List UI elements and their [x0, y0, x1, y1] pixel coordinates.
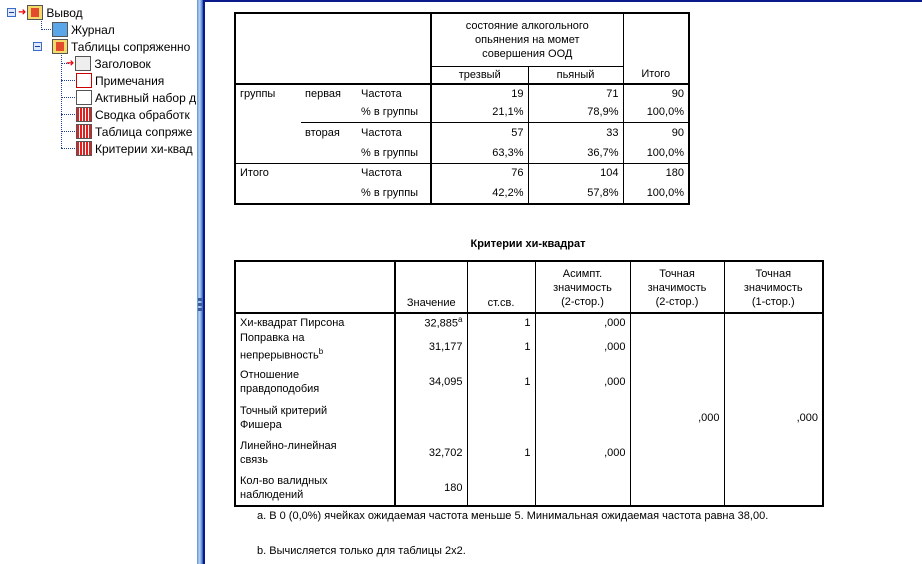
- header-line: опьянения на момет: [475, 33, 580, 46]
- stat-label: % в группы: [361, 187, 419, 199]
- cell: 21,1%: [431, 103, 528, 122]
- header-line: состояние алкогольного: [465, 19, 589, 32]
- row-label: [235, 331, 395, 363]
- cell: ,000: [724, 400, 823, 435]
- cell: [467, 471, 535, 506]
- cell: 104: [528, 163, 623, 183]
- cell: 180: [395, 471, 467, 506]
- tree-label: Таблицы сопряженно: [71, 39, 191, 54]
- cell: 1: [467, 313, 535, 331]
- total-label: Итого: [235, 163, 301, 183]
- row-label: [235, 400, 395, 435]
- cell: [724, 313, 823, 331]
- label-line: непрерывность: [240, 349, 319, 362]
- footnote-b: b. Вычисляется только для таблицы 2x2.: [257, 545, 466, 557]
- label-line: правдоподобия: [240, 382, 320, 395]
- header-line: Точная: [659, 268, 695, 280]
- table-row: [235, 313, 823, 331]
- tree-label: Журнал: [71, 22, 115, 37]
- chi-square-title: Критерии хи-квадрат: [470, 238, 586, 250]
- chi-square-table: [234, 260, 824, 507]
- col-header: Значение: [395, 261, 467, 313]
- table-row: [235, 400, 823, 435]
- value: 32,885: [424, 317, 459, 330]
- log-icon: [52, 22, 68, 37]
- cell: 90: [623, 122, 689, 143]
- cell: [535, 400, 630, 435]
- tree-label: Критерии хи-квад: [95, 141, 193, 156]
- header-line: (2-стор.): [655, 296, 699, 308]
- cell: 76: [431, 163, 528, 183]
- group-label: первая: [301, 84, 357, 103]
- total-header: Итого: [623, 13, 689, 84]
- cell: 180: [623, 163, 689, 183]
- header-line: Асимпт.: [562, 268, 603, 280]
- splitter-grip-icon[interactable]: [198, 298, 202, 312]
- tree-label: Заголовок: [94, 56, 151, 71]
- row-var-label: группы: [235, 84, 301, 163]
- text-doc-icon: [76, 90, 92, 105]
- cell: 42,2%: [431, 183, 528, 204]
- cell: [724, 471, 823, 506]
- row-label: [235, 435, 395, 471]
- collapse-icon[interactable]: [7, 8, 16, 17]
- title-icon: [75, 56, 91, 71]
- cell: ,000: [535, 313, 630, 331]
- cell: [467, 400, 535, 435]
- table-row: [235, 163, 689, 183]
- header-line: Точная: [755, 268, 792, 280]
- stat-label: Частота: [357, 163, 431, 183]
- footnote-a: a. В 0 (0,0%) ячейках ожидаемая частота меньше 5. Минимальная ожидаемая частота равна 38,00.: [257, 510, 769, 522]
- footnote-marker: b: [318, 347, 324, 357]
- collapse-icon[interactable]: [33, 42, 42, 51]
- cell: 63,3%: [431, 143, 528, 163]
- stat-label: Частота: [357, 122, 431, 143]
- cell: 31,177: [395, 331, 467, 363]
- row-label: [235, 471, 395, 506]
- tree-node-title[interactable]: [66, 55, 151, 72]
- cell: ,000: [535, 331, 630, 363]
- cell: 57: [431, 122, 528, 143]
- col-header: трезвый: [431, 66, 528, 84]
- cell: 34,095: [395, 363, 467, 400]
- row-label: [235, 363, 395, 400]
- col-header: [535, 261, 630, 313]
- cell: 71: [528, 84, 623, 103]
- crosstab-table: [234, 12, 690, 205]
- tree-label: Таблица сопряже: [95, 124, 193, 139]
- cell: [724, 331, 823, 363]
- cell: [724, 435, 823, 471]
- tree-node-output[interactable]: [7, 4, 83, 21]
- cell: 90: [623, 84, 689, 103]
- cell: 1: [467, 435, 535, 471]
- corner-cell: [235, 13, 431, 84]
- cell: ,000: [630, 400, 724, 435]
- col-var-header: [431, 13, 623, 66]
- header-row: [235, 261, 823, 313]
- footnote-marker: a: [458, 315, 463, 325]
- label-line: связь: [240, 454, 268, 466]
- output-book-icon: [52, 39, 68, 54]
- tree-node-chi-square[interactable]: [76, 140, 193, 157]
- row-label: Хи-квадрат Пирсона: [235, 313, 395, 331]
- cell: 1: [467, 363, 535, 400]
- label-line: Поправка на: [240, 332, 305, 345]
- cell: 36,7%: [528, 143, 623, 163]
- outline-pane: [0, 0, 197, 564]
- pivot-table-icon: [76, 124, 92, 139]
- table-row: [235, 363, 823, 400]
- stat-label: % в группы: [361, 146, 419, 159]
- current-arrow-icon: ➜: [66, 58, 75, 69]
- label-line: Фишера: [240, 418, 282, 431]
- header-line: (2-стор.): [561, 296, 604, 308]
- tree-node-journal[interactable]: [52, 21, 115, 38]
- cell: [630, 313, 724, 331]
- tree-node-notes[interactable]: [76, 72, 164, 89]
- tree-label: Вывод: [46, 5, 83, 20]
- tree-label: Сводка обработк: [95, 107, 190, 122]
- table-row: [235, 183, 689, 204]
- header-line: значимость: [553, 282, 612, 294]
- label-line: Кол-во валидных: [240, 475, 328, 487]
- cell: 100,0%: [623, 103, 689, 122]
- cell: [724, 363, 823, 400]
- label-line: наблюдений: [240, 489, 304, 501]
- pivot-table-icon: [76, 141, 92, 156]
- pivot-table-icon: [76, 107, 92, 122]
- col-header: ст.св.: [467, 261, 535, 313]
- col-header: пьяный: [528, 66, 623, 84]
- table-row: [235, 435, 823, 471]
- header-line: (1-стор.): [751, 296, 795, 308]
- group-label: вторая: [301, 122, 357, 143]
- tree-label: Активный набор д: [95, 90, 197, 105]
- cell: [395, 313, 467, 331]
- cell: 57,8%: [528, 183, 623, 204]
- cell: 100,0%: [623, 143, 689, 163]
- col-header: [630, 261, 724, 313]
- cell: [630, 331, 724, 363]
- cell: 1: [467, 331, 535, 363]
- table-row: [235, 84, 689, 103]
- cell: 78,9%: [528, 103, 623, 122]
- tree-node-crosstab-table[interactable]: [76, 123, 192, 140]
- table-row: [235, 143, 689, 163]
- header-line: совершения ООД: [482, 47, 573, 60]
- cell: 100,0%: [623, 183, 689, 204]
- table-row: [235, 471, 823, 506]
- table-row: [235, 122, 689, 143]
- table-row: [235, 331, 823, 363]
- cell: 33: [528, 122, 623, 143]
- cell: ,000: [535, 435, 630, 471]
- label-line: Точный критерий: [240, 404, 328, 417]
- cell: ,000: [535, 363, 630, 400]
- cell: [630, 363, 724, 400]
- table-row: [235, 103, 689, 122]
- cell: [630, 471, 724, 506]
- header-line: значимость: [743, 282, 803, 294]
- tree-node-active-dataset[interactable]: [76, 89, 196, 106]
- cell: [395, 400, 467, 435]
- cell: [630, 435, 724, 471]
- cell: [535, 471, 630, 506]
- cell: 32,702: [395, 435, 467, 471]
- output-content-pane: [203, 0, 922, 564]
- notes-icon: [76, 73, 92, 88]
- tree-node-case-summary[interactable]: [76, 106, 190, 123]
- tree-label: Примечания: [95, 73, 165, 88]
- current-arrow-icon: ➜: [18, 7, 27, 18]
- cell: 19: [431, 84, 528, 103]
- col-header: [724, 261, 823, 313]
- tree-node-crosstabs[interactable]: [33, 38, 190, 55]
- label-line: Линейно-линейная: [240, 440, 337, 452]
- stat-label: % в группы: [361, 106, 419, 119]
- label-line: Отношение: [240, 368, 300, 381]
- output-book-icon: [27, 5, 43, 20]
- header-line: значимость: [647, 282, 707, 294]
- stat-label: Частота: [357, 84, 431, 103]
